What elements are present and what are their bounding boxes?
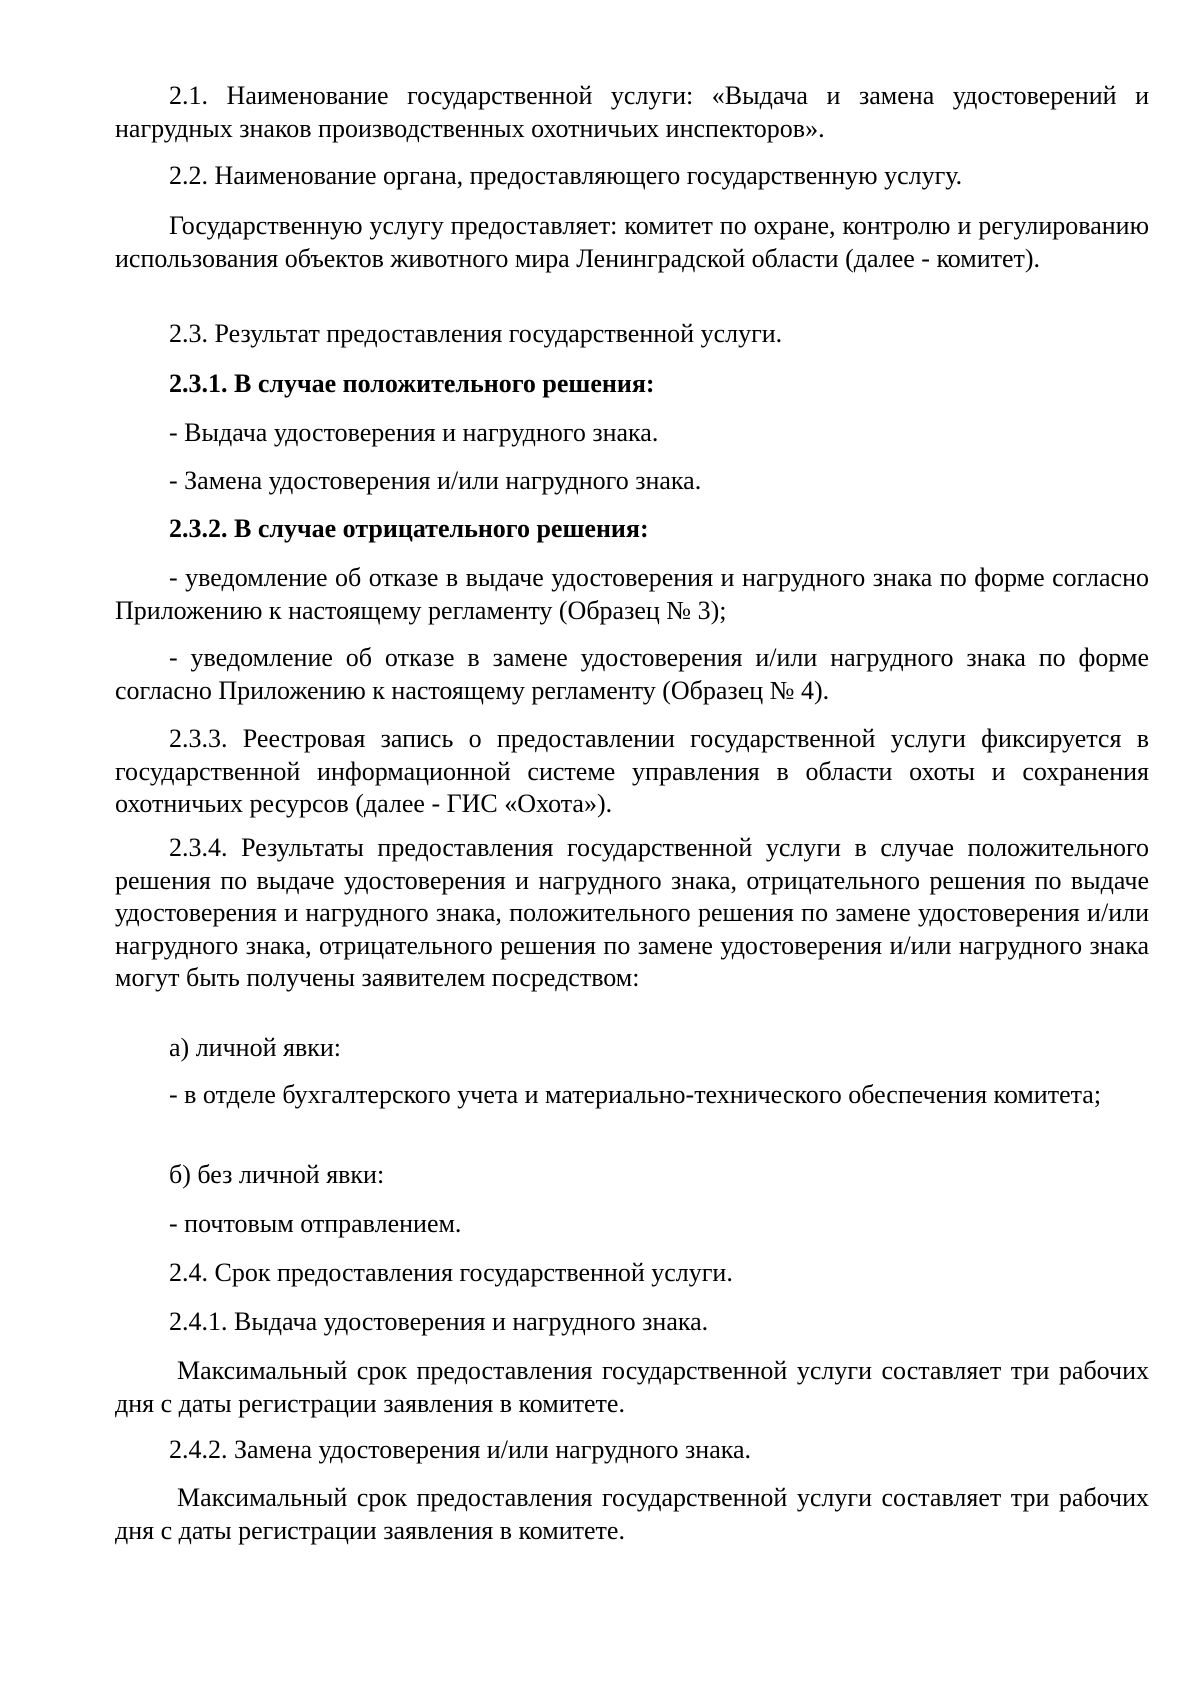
paragraph-provider: Государственную услугу предоставляет: комитет по охране, контролю и регулированию использования объектов животного мира Ленинградской области (далее - комитет). bbox=[115, 211, 1149, 273]
list-item-issue: - Выдача удостоверения и нагрудного знака. bbox=[169, 418, 659, 447]
paragraph-2-3-4: 2.3.4. Результаты предоставления государственной услуги в случае положительного решения по выдаче удостоверения и нагрудного знака, отрицательного решения по выдаче удостоверения и нагрудного знака, положительного решения по замене удостоверения и/или нагрудного знака, отрицательного решения по замене удостоверения и/или нагрудного знака могут быть получены заявителем посредством: bbox=[115, 833, 1149, 992]
list-item-accounting-department: - в отделе бухгалтерского учета и материально-технического обеспечения комитета; bbox=[169, 1080, 1102, 1109]
paragraph-term-replace: Максимальный срок предоставления государственной услуги составляет три рабочих дня с даты регистрации заявления в комитете. bbox=[115, 1483, 1149, 1545]
paragraph-2-4: 2.4. Срок предоставления государственной услуги. bbox=[169, 1258, 733, 1287]
list-item-mail: - почтовым отправлением. bbox=[169, 1209, 462, 1238]
paragraph-2-2: 2.2. Наименование органа, предоставляющего государственную услугу. bbox=[169, 161, 963, 190]
paragraph-2-3: 2.3. Результат предоставления государственной услуги. bbox=[169, 319, 783, 348]
heading-2-3-2: 2.3.2. В случае отрицательного решения: bbox=[169, 514, 649, 543]
list-item-refusal-replace: - уведомление об отказе в замене удостоверения и/или нагрудного знака по форме согласно Приложению к настоящему регламенту (Образец № 4). bbox=[115, 643, 1149, 705]
paragraph-2-1: 2.1. Наименование государственной услуги: «Выдача и замена удостоверений и нагрудных знаков производственных охотничьих инспекторов». bbox=[115, 81, 1149, 143]
heading-2-3-1: 2.3.1. В случае положительного решения: bbox=[169, 369, 655, 398]
paragraph-2-3-3: 2.3.3. Реестровая запись о предоставлении государственной услуги фиксируется в государственной информационной системе управления в области охоты и сохранения охотничьих ресурсов (далее - ГИС «Охота»). bbox=[115, 724, 1149, 818]
paragraph-term-issue: Максимальный срок предоставления государственной услуги составляет три рабочих дня с даты регистрации заявления в комитете. bbox=[115, 1356, 1149, 1418]
paragraph-2-4-1: 2.4.1. Выдача удостоверения и нагрудного знака. bbox=[169, 1307, 709, 1336]
list-item-personal: а) личной явки: bbox=[169, 1033, 341, 1062]
list-item-replace: - Замена удостоверения и/или нагрудного знака. bbox=[169, 466, 702, 495]
paragraph-2-4-2: 2.4.2. Замена удостоверения и/или нагрудного знака. bbox=[169, 1435, 752, 1464]
list-item-no-personal: б) без личной явки: bbox=[169, 1160, 385, 1189]
list-item-refusal-issue: - уведомление об отказе в выдаче удостоверения и нагрудного знака по форме согласно Приложению к настоящему регламенту (Образец № 3); bbox=[115, 563, 1149, 625]
